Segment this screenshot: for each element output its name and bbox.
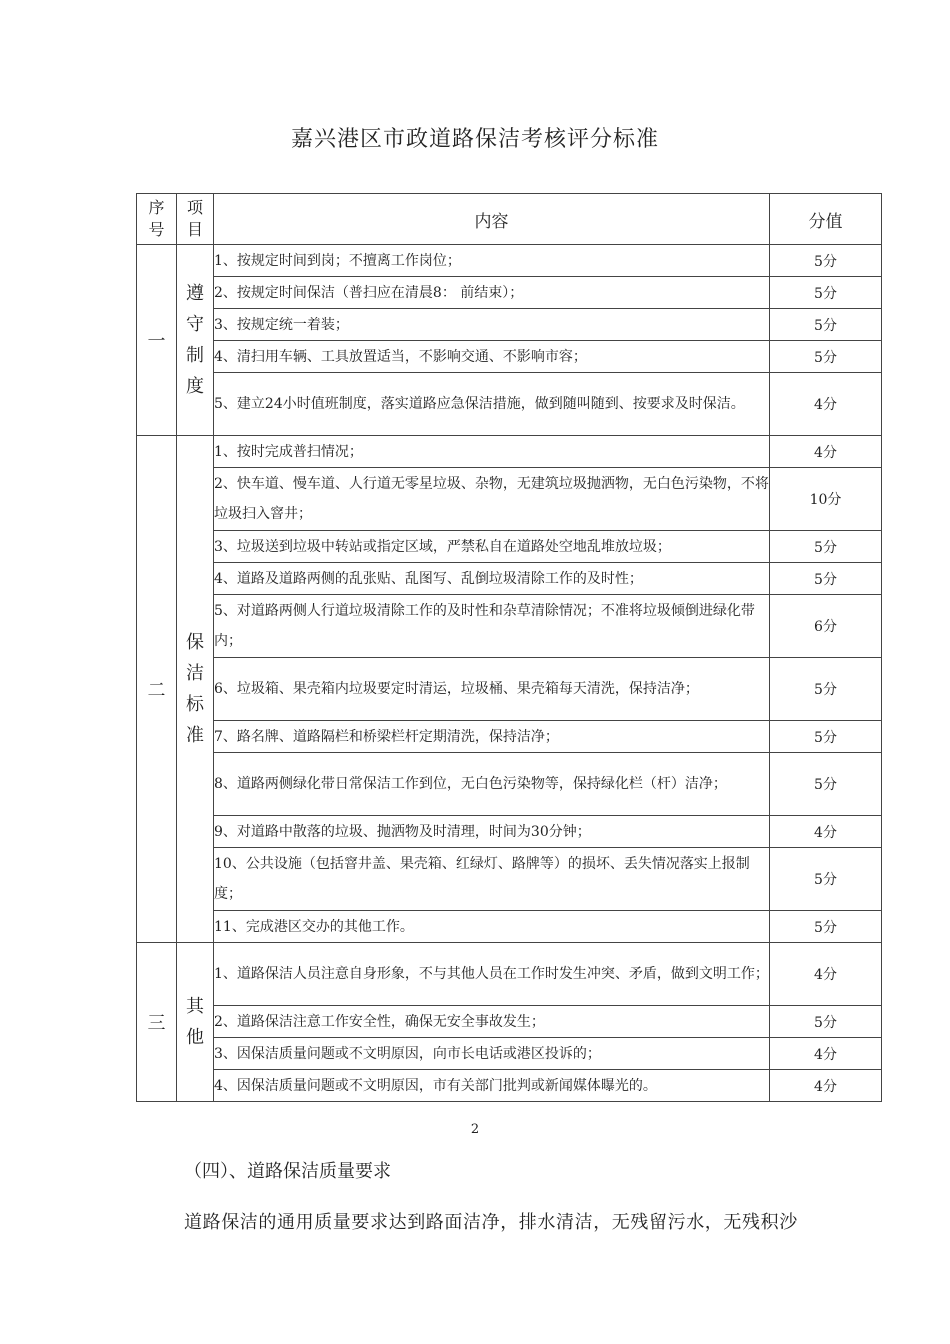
table-row [137,595,882,658]
document-title: 嘉兴港区市政道路保洁考核评分标准 [290,127,659,152]
section-heading: （四）、道路保洁质量要求 [184,1161,391,1182]
criterion-content: 8、道路两侧绿化带日常保洁工作到位，无白色污染物等，保持绿化栏（杆）洁净； [214,753,770,816]
section-item [177,943,214,1102]
criterion-score: 5分 [770,245,882,277]
table-row [137,309,882,341]
table-row [137,911,882,943]
criterion-score: 4分 [770,436,882,468]
criterion-score: 4分 [770,1038,882,1070]
criterion-score: 5分 [770,911,882,943]
section-seq: 二 [137,436,177,943]
table-row [137,1038,882,1070]
criterion-content: 2、快车道、慢车道、人行道无零星垃圾、杂物，无建筑垃圾抛洒物，无白色污染物，不将垃圾扫入窨井； [214,468,770,531]
criterion-content: 4、因保洁质量问题或不文明原因，市有关部门批判或新闻媒体曝光的。 [214,1070,770,1102]
section-item-label: 其 他 [186,996,204,1048]
criterion-content: 2、道路保洁注意工作安全性，确保无安全事故发生； [214,1006,770,1038]
table-row [137,373,882,436]
criterion-score: 5分 [770,277,882,309]
scoring-table [136,193,882,1102]
header-score: 分值 [770,194,882,245]
table-body [137,245,882,1102]
criterion-score: 5分 [770,563,882,595]
criterion-content: 4、清扫用车辆、工具放置适当，不影响交通、不影响市容； [214,341,770,373]
section-item-label: 遵 守 制 度 [186,283,204,397]
criterion-content: 1、按规定时间到岗；不擅离工作岗位； [214,245,770,277]
criterion-content: 9、对道路中散落的垃圾、抛洒物及时清理，时间为30分钟； [214,816,770,848]
table-row [137,816,882,848]
criterion-content: 11、完成港区交办的其他工作。 [214,911,770,943]
criterion-content: 3、按规定统一着装； [214,309,770,341]
criterion-score: 5分 [770,658,882,721]
section-item [177,436,214,943]
criterion-score: 5分 [770,341,882,373]
criterion-score: 5分 [770,721,882,753]
section-item [177,245,214,436]
table-row [137,563,882,595]
criterion-score: 4分 [770,816,882,848]
header-content: 内容 [214,194,770,245]
criterion-content: 5、对道路两侧人行道垃圾清除工作的及时性和杂草清除情况；不准将垃圾倾倒进绿化带内； [214,595,770,658]
table-row [137,277,882,309]
table-row [137,721,882,753]
page-number: 2 [470,1122,480,1137]
table-row [137,341,882,373]
table-row [137,753,882,816]
section-seq: 三 [137,943,177,1102]
table-row [137,436,882,468]
criterion-score: 5分 [770,848,882,911]
criterion-score: 4分 [770,1070,882,1102]
criterion-content: 3、因保洁质量问题或不文明原因，向市长电话或港区投诉的； [214,1038,770,1070]
criterion-score: 4分 [770,943,882,1006]
table-header-row [137,194,882,245]
criterion-content: 10、公共设施（包括窨井盖、果壳箱、红绿灯、路牌等）的损坏、丢失情况落实上报制度； [214,848,770,911]
criterion-score: 5分 [770,531,882,563]
header-seq: 序 号 [137,194,177,245]
table-row [137,943,882,1006]
table-row [137,1006,882,1038]
table-row [137,658,882,721]
criterion-score: 4分 [770,373,882,436]
header-item: 项 目 [177,194,214,245]
criterion-content: 7、路名牌、道路隔栏和桥梁栏杆定期清洗，保持洁净； [214,721,770,753]
criterion-score: 10分 [770,468,882,531]
criterion-score: 5分 [770,1006,882,1038]
section-item-label: 保 洁 标 准 [186,632,204,746]
criterion-content: 1、按时完成普扫情况； [214,436,770,468]
table-row [137,531,882,563]
table-row [137,245,882,277]
criterion-content: 5、建立24小时值班制度，落实道路应急保洁措施，做到随叫随到、按要求及时保洁。 [214,373,770,436]
criterion-content: 3、垃圾送到垃圾中转站或指定区域，严禁私自在道路处空地乱堆放垃圾； [214,531,770,563]
criterion-score: 5分 [770,309,882,341]
table-row [137,468,882,531]
criterion-content: 1、道路保洁人员注意自身形象，不与其他人员在工作时发生冲突、矛盾，做到文明工作； [214,943,770,1006]
body-paragraph: 道路保洁的通用质量要求达到路面洁净，排水清洁，无残留污水，无残积沙 [184,1212,798,1233]
table-row [137,1070,882,1102]
criterion-content: 2、按规定时间保洁（普扫应在清晨8： 前结束）； [214,277,770,309]
section-seq: 一 [137,245,177,436]
criterion-score: 6分 [770,595,882,658]
table-row [137,848,882,911]
criterion-score: 5分 [770,753,882,816]
criterion-content: 4、道路及道路两侧的乱张贴、乱图写、乱倒垃圾清除工作的及时性； [214,563,770,595]
criterion-content: 6、垃圾箱、果壳箱内垃圾要定时清运，垃圾桶、果壳箱每天清洗，保持洁净； [214,658,770,721]
